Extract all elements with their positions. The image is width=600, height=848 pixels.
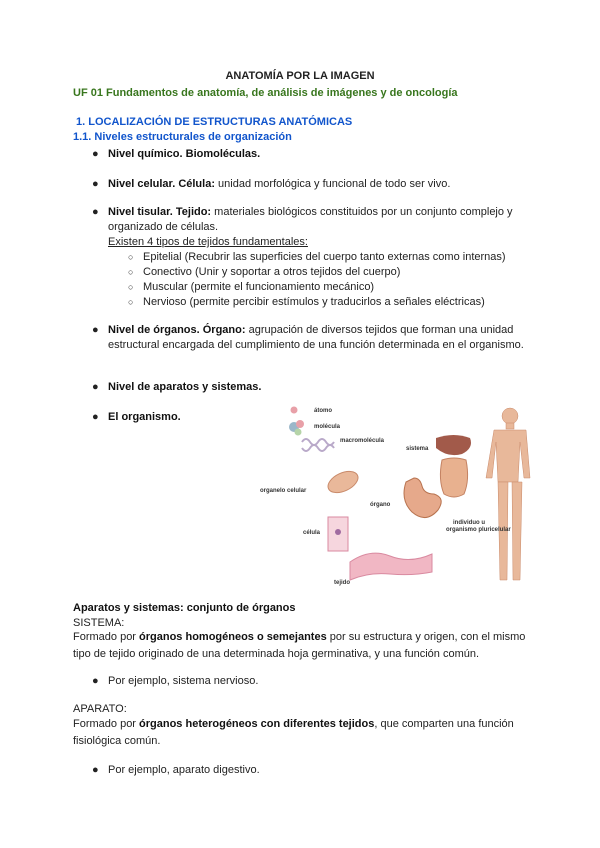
tejido-item: Muscular (permite el funcionamiento mecánico) [143,281,375,293]
dna-icon [302,439,334,451]
circle-bullet: ○ [128,297,134,307]
sistema-bold: órganos homogéneos o semejantes [139,631,327,643]
tejidos-heading: Existen 4 tipos de tejidos fundamentales: [108,236,308,248]
sistema-post: por su estructura y origen, con el mismo tipo de tejido originado de una determinada hoja germinativa, y una función común. [73,631,526,660]
label-atomo: átomo [314,408,332,414]
bullet-aparatos: ● [92,381,99,393]
bullet-organismo: ● [92,411,99,423]
aparato-pre: Formado por [73,718,140,730]
subsection-heading: 1.1. Niveles estructurales de organización [73,131,292,143]
level-celular [108,177,528,192]
label-celula: célula [303,530,321,536]
circle-bullet: ○ [128,252,134,262]
label-sistema: sistema [406,446,429,452]
human-body-icon [486,408,530,580]
circle-bullet: ○ [128,267,134,277]
bullet-celular: ● [92,178,99,190]
atom-icon [291,407,298,414]
sistema-label: SISTEMA: [73,617,125,629]
level-organismo-title: El organismo. [108,411,181,423]
bullet-sistema-example: ● [92,675,99,687]
aparatos-heading: Aparatos y sistemas: conjunto de órganos [73,602,296,614]
sistema-pre: Formado por [73,631,140,643]
mitochondria-icon [325,467,362,497]
label-molecula: molécula [314,424,341,430]
label-tejido: tejido [334,580,350,586]
aparato-example: Por ejemplo, aparato digestivo. [108,764,260,776]
aparato-label: APARATO: [73,703,127,715]
label-individuo-2: organismo pluricelular [446,527,511,533]
level-organos-title: Nivel de órganos. Órgano: [108,324,246,336]
bullet-tisular: ● [92,206,99,218]
tissue-icon [350,553,432,580]
sistema-definition [73,629,533,663]
level-organos [108,323,528,353]
liver-icon [436,435,471,455]
label-macromolecula: macromolécula [340,438,385,444]
level-tisular-title: Nivel tisular. Tejido: [108,206,212,218]
sistema-example: Por ejemplo, sistema nervioso. [108,675,259,687]
label-individuo-1: individuo u [453,520,485,526]
level-organos-text: agrupación de diversos tejidos que forman una unidad estructural encargada del cumplimiento de una función determinada en el organismo. [108,324,524,351]
intestine-icon [440,458,467,497]
label-organo: órgano [370,502,391,508]
organization-levels-figure [258,402,538,592]
molecule-icon [289,420,304,436]
page-title: ANATOMÍA POR LA IMAGEN [225,70,375,82]
tejido-item: Nervioso (permite percibir estímulos y traducirlos a señales eléctricas) [143,296,485,308]
level-celular-title: Nivel celular. Célula: [108,178,215,190]
level-quimico [108,147,528,162]
level-quimico-title: Nivel químico. Biomoléculas. [108,148,261,160]
level-tisular [108,205,528,235]
bullet-organos: ● [92,324,99,336]
label-organelo: organelo celular [260,488,307,494]
bullet-quimico: ● [92,148,99,160]
level-celular-text: unidad morfológica y funcional de todo ser vivo. [215,178,451,190]
section-heading: 1. LOCALIZACIÓN DE ESTRUCTURAS ANATÓMICAS [76,116,353,128]
stomach-icon [404,478,441,518]
bullet-aparato-example: ● [92,764,99,776]
aparato-definition [73,716,533,750]
level-aparatos [108,380,528,395]
level-tisular-text: materiales biológicos constituidos por un conjunto complejo y organizado de células. [108,206,513,233]
unit-subtitle: UF 01 Fundamentos de anatomía, de análisis de imágenes y de oncología [73,87,458,99]
tejido-item: Conectivo (Unir y soportar a otros tejidos del cuerpo) [143,266,401,278]
level-aparatos-title: Nivel de aparatos y sistemas. [108,381,262,393]
aparato-bold: órganos heterogéneos con diferentes tejidos [139,718,375,730]
aparato-post: , que comparten una función fisiológica común. [73,718,514,747]
tejido-item: Epitelial (Recubrir las superficies del cuerpo tanto externas como internas) [143,251,506,263]
circle-bullet: ○ [128,282,134,292]
